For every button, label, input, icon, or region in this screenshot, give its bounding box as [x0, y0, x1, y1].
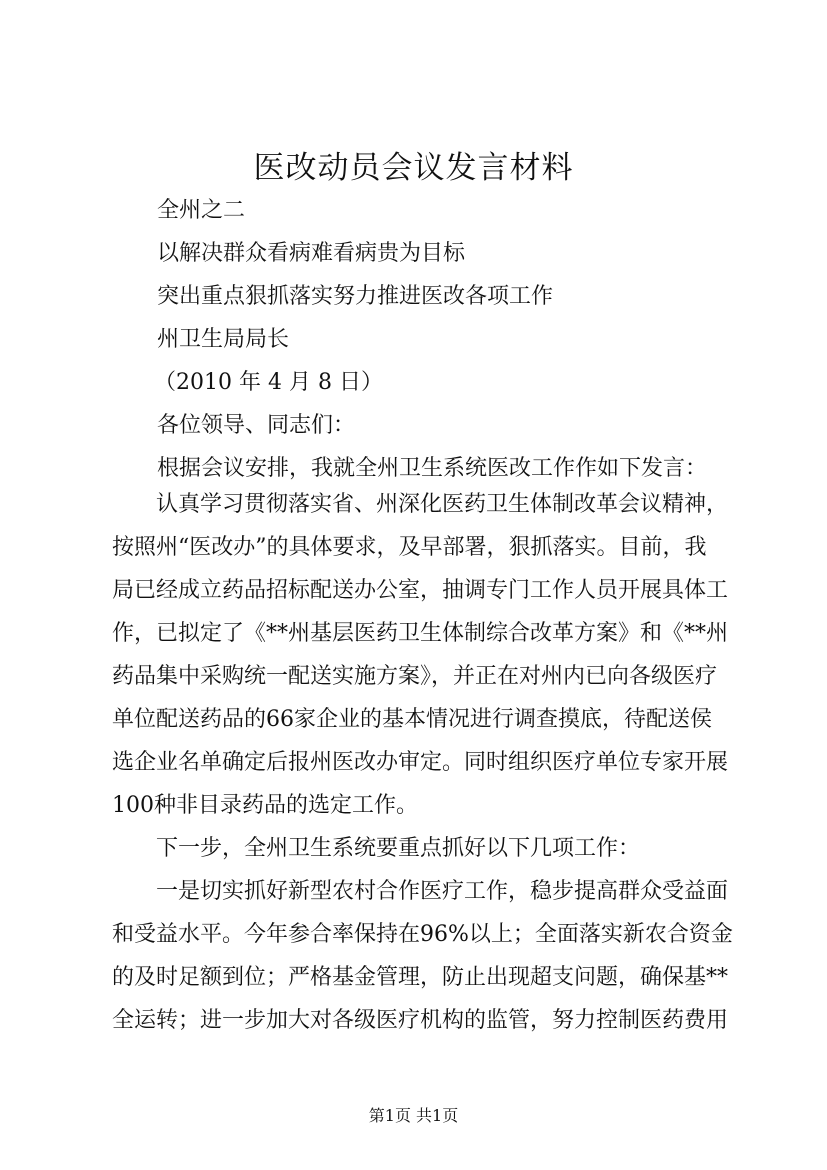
paragraph-1-line-7: 选企业名单确定后报州医改办审定。同时组织医疗单位专家开展 — [112, 750, 729, 775]
salutation-line: 各位领导、同志们： — [157, 413, 356, 438]
paragraph-2-line-5: 全运转；进一步加大对各级医疗机构的监管，努力控制医药费用 — [112, 1008, 729, 1033]
paragraph-2-line-2: 一是切实抓好新型农村合作医疗工作，稳步提高群众受益面 — [112, 879, 729, 904]
paragraph-1-line-8: 100种非目录药品的选定工作。 — [112, 793, 418, 818]
paragraph-1 — [112, 483, 737, 827]
paragraph-1-line-4: 作，已拟定了《**州基层医药卫生体制综合改革方案》和《**州 — [112, 621, 729, 646]
date-line: （2010 年 4 月 8 日） — [154, 370, 383, 395]
paragraph-2 — [112, 827, 737, 1042]
paragraph-1-line-1: 认真学习贯彻落实省、州深化医药卫生体制改革会议精神， — [112, 492, 729, 517]
paragraph-2-line-3: 和受益水平。今年参合率保持在96%以上；全面落实新农合资金 — [112, 922, 733, 947]
paragraph-2-line-1: 下一步，全州卫生系统要重点抓好以下几项工作： — [112, 836, 641, 861]
paragraph-1-line-6: 单位配送药品的66家企业的基本情况进行调查摸底，待配送侯 — [112, 707, 712, 732]
header-line-2: 以解决群众看病难看病贵为目标 — [157, 241, 466, 266]
author-line: 州卫生局局长 — [157, 327, 290, 352]
page-footer: 第1页 共1页 — [368, 1106, 459, 1125]
paragraph-1-line-3: 局已经成立药品招标配送办公室，抽调专门工作人员开展具体工 — [112, 578, 729, 603]
paragraph-2-line-4: 的及时足额到位；严格基金管理，防止出现超支问题，确保基** — [112, 965, 729, 990]
header-line-1: 全州之二 — [157, 198, 246, 223]
paragraph-1-line-5: 药品集中采购统一配送实施方案》，并正在对州内已向各级医疗 — [112, 664, 718, 689]
document-title: 医改动员会议发言材料 — [253, 150, 574, 186]
header-line-3: 突出重点狠抓落实努力推进医改各项工作 — [157, 284, 554, 309]
paragraph-1-line-2: 按照州“医改办”的具体要求，及早部署，狠抓落实。目前，我 — [112, 535, 707, 560]
intro-line: 根据会议安排，我就全州卫生系统医改工作作如下发言： — [157, 456, 708, 481]
